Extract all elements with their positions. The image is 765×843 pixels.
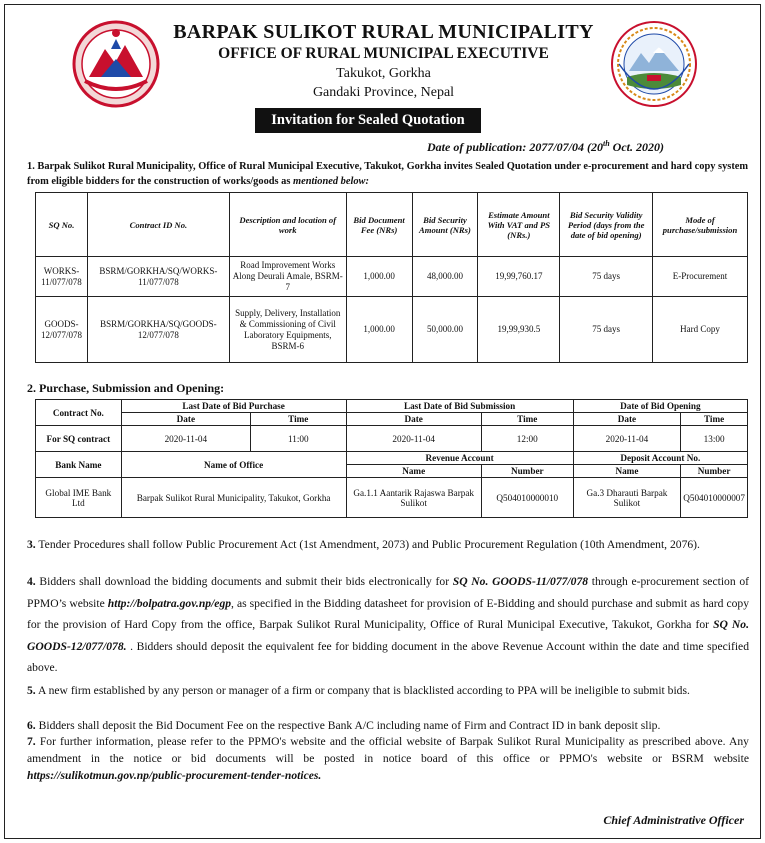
header-bid-security: Bid Security Amount (NRs) (412, 193, 478, 257)
opening-header: Date of Bid Opening (573, 400, 747, 413)
municipality-title: BARPAK SULIKOT RURAL MUNICIPALITY (173, 21, 594, 43)
notice-banner: Invitation for Sealed Quotation (255, 108, 481, 133)
item-2-heading: 2. Purchase, Submission and Opening: (27, 381, 225, 395)
table-cell: BSRM/GORKHA/SQ/WORKS-11/077/078 (87, 257, 229, 297)
deposit-header: Deposit Account No. (573, 452, 747, 465)
table-row (36, 452, 748, 465)
office-name-header: Name of Office (121, 452, 346, 478)
time-header: Time (251, 413, 347, 426)
name-header: Name (573, 465, 681, 478)
item-4-text: 4. Bidders shall download the bidding documents and submit their bids electronically for SQ No. GOODS-11/077/078 through e-procurement section of PPMO’s website http://bolpatra.gov.np/egp, as specified in the Bidding datasheet for provision of E-Bidding and should purchase and submit as hard copy for the provision of Hard Copy from the office, Barpak Sulikot Rural Municipality, Office of Rural Municipal Executive, Takukot, Gorkha for SQ No. GOODS-12/077/078. . Bidders should deposit the equivalent fee for bidding document in the above Revenue Account within the date and time specified above. (27, 575, 749, 675)
date-header: Date (121, 413, 250, 426)
item-3-text: 3. Tender Procedures shall follow Public Procurement Act (1st Amendment, 2073) and Public Procurement Regulation (10th Amendment, 2076). (27, 538, 700, 551)
number-header: Number (481, 465, 573, 478)
item-1-text: 1. Barpak Sulikot Rural Municipality, Office of Rural Municipal Executive, Takukot, Gorkha invites Sealed Quotation under e-procurement and hard copy system from eligible bidders for the construction of works/goods as mentioned below: (27, 161, 749, 187)
revenue-name: Ga.1.1 Aantarik Rajaswa Barpak Sulikot (346, 478, 481, 518)
table-row (36, 400, 748, 413)
row-label: For SQ contract (36, 426, 122, 452)
table-cell: 75 days (560, 257, 653, 297)
table-header-row (36, 193, 748, 257)
opening-time: 13:00 (681, 426, 748, 452)
purchase-time: 11:00 (251, 426, 347, 452)
office-value: Barpak Sulikot Rural Municipality, Takukot, Gorkha (121, 478, 346, 518)
header-estimate: Estimate Amount With VAT and PS (NRs.) (478, 193, 560, 257)
opening-date: 2020-11-04 (573, 426, 681, 452)
date-header: Date (573, 413, 681, 426)
deposit-name: Ga.3 Dharauti Barpak Sulikot (573, 478, 681, 518)
bank-name-header: Bank Name (36, 452, 122, 478)
contract-no-header: Contract No. (36, 400, 122, 426)
signature: Chief Administrative Officer (603, 813, 744, 827)
table-cell: 1,000.00 (346, 257, 412, 297)
quotation-table (35, 192, 748, 363)
revenue-header: Revenue Account (346, 452, 573, 465)
table-row (36, 257, 748, 297)
table-cell: 19,99,760.17 (478, 257, 560, 297)
item-6-text: 6. Bidders shall deposit the Bid Document Fee on the respective Bank A/C including name of Firm and Contract ID in bank deposit slip. (27, 719, 661, 732)
revenue-number: Q504010000010 (481, 478, 573, 518)
table-row (36, 478, 748, 518)
number-header: Number (681, 465, 748, 478)
address-line-1: Takukot, Gorkha (336, 66, 431, 81)
date-header: Date (346, 413, 481, 426)
table-cell: 1,000.00 (346, 297, 412, 363)
table-cell: E-Procurement (653, 257, 748, 297)
bank-value: Global IME Bank Ltd (36, 478, 122, 518)
publication-date: Date of publication: 2077/07/04 (20th Oct. 2020) (427, 139, 664, 154)
purchase-submission-table (35, 399, 748, 518)
purchase-header: Last Date of Bid Purchase (121, 400, 346, 413)
header-bid-fee: Bid Document Fee (NRs) (346, 193, 412, 257)
table-cell: BSRM/GORKHA/SQ/GOODS-12/077/078 (87, 297, 229, 363)
table-cell: WORKS-11/077/078 (36, 257, 88, 297)
office-title: OFFICE OF RURAL MUNICIPAL EXECUTIVE (218, 45, 549, 62)
table-cell: Hard Copy (653, 297, 748, 363)
table-row (36, 413, 748, 426)
submission-time: 12:00 (481, 426, 573, 452)
submission-date: 2020-11-04 (346, 426, 481, 452)
item-7-text: 7. For further information, please refer to the PPMO's website and the official website of Barpak Sulikot Rural Municipality as prescribed above. Any amendment in the notice or bid documents will be posted in notice board of this office or PPMO's website or BSRM website https://sulikotmun.gov.np/public-procurement-tender-notices. (27, 735, 749, 782)
name-header: Name (346, 465, 481, 478)
table-cell: Supply, Delivery, Installation & Commissioning of Civil Laboratory Equipments, BSRM-6 (229, 297, 346, 363)
table-cell: 75 days (560, 297, 653, 363)
table-row (36, 297, 748, 363)
table-cell: 50,000.00 (412, 297, 478, 363)
table-row (36, 426, 748, 452)
address-line-2: Gandaki Province, Nepal (312, 85, 455, 100)
table-cell: 19,99,930.5 (478, 297, 560, 363)
table-cell: 48,000.00 (412, 257, 478, 297)
table-cell: GOODS-12/077/078 (36, 297, 88, 363)
header-description: Description and location of work (229, 193, 346, 257)
time-header: Time (681, 413, 748, 426)
time-header: Time (481, 413, 573, 426)
deposit-number: Q504010000007 (681, 478, 748, 518)
purchase-date: 2020-11-04 (121, 426, 250, 452)
header-contract-id: Contract ID No. (87, 193, 229, 257)
notice-page (4, 4, 761, 839)
table-cell: Road Improvement Works Along Deurali Amale, BSRM-7 (229, 257, 346, 297)
submission-header: Last Date of Bid Submission (346, 400, 573, 413)
item-5-text: 5. A new firm established by any person or manager of a firm or company that is blacklisted according to PPA will be ineligible to submit bids. (27, 684, 690, 697)
header-sq-no: SQ No. (36, 193, 88, 257)
header-mode: Mode of purchase/submission (653, 193, 748, 257)
header-validity: Bid Security Validity Period (days from the date of bid opening) (560, 193, 653, 257)
